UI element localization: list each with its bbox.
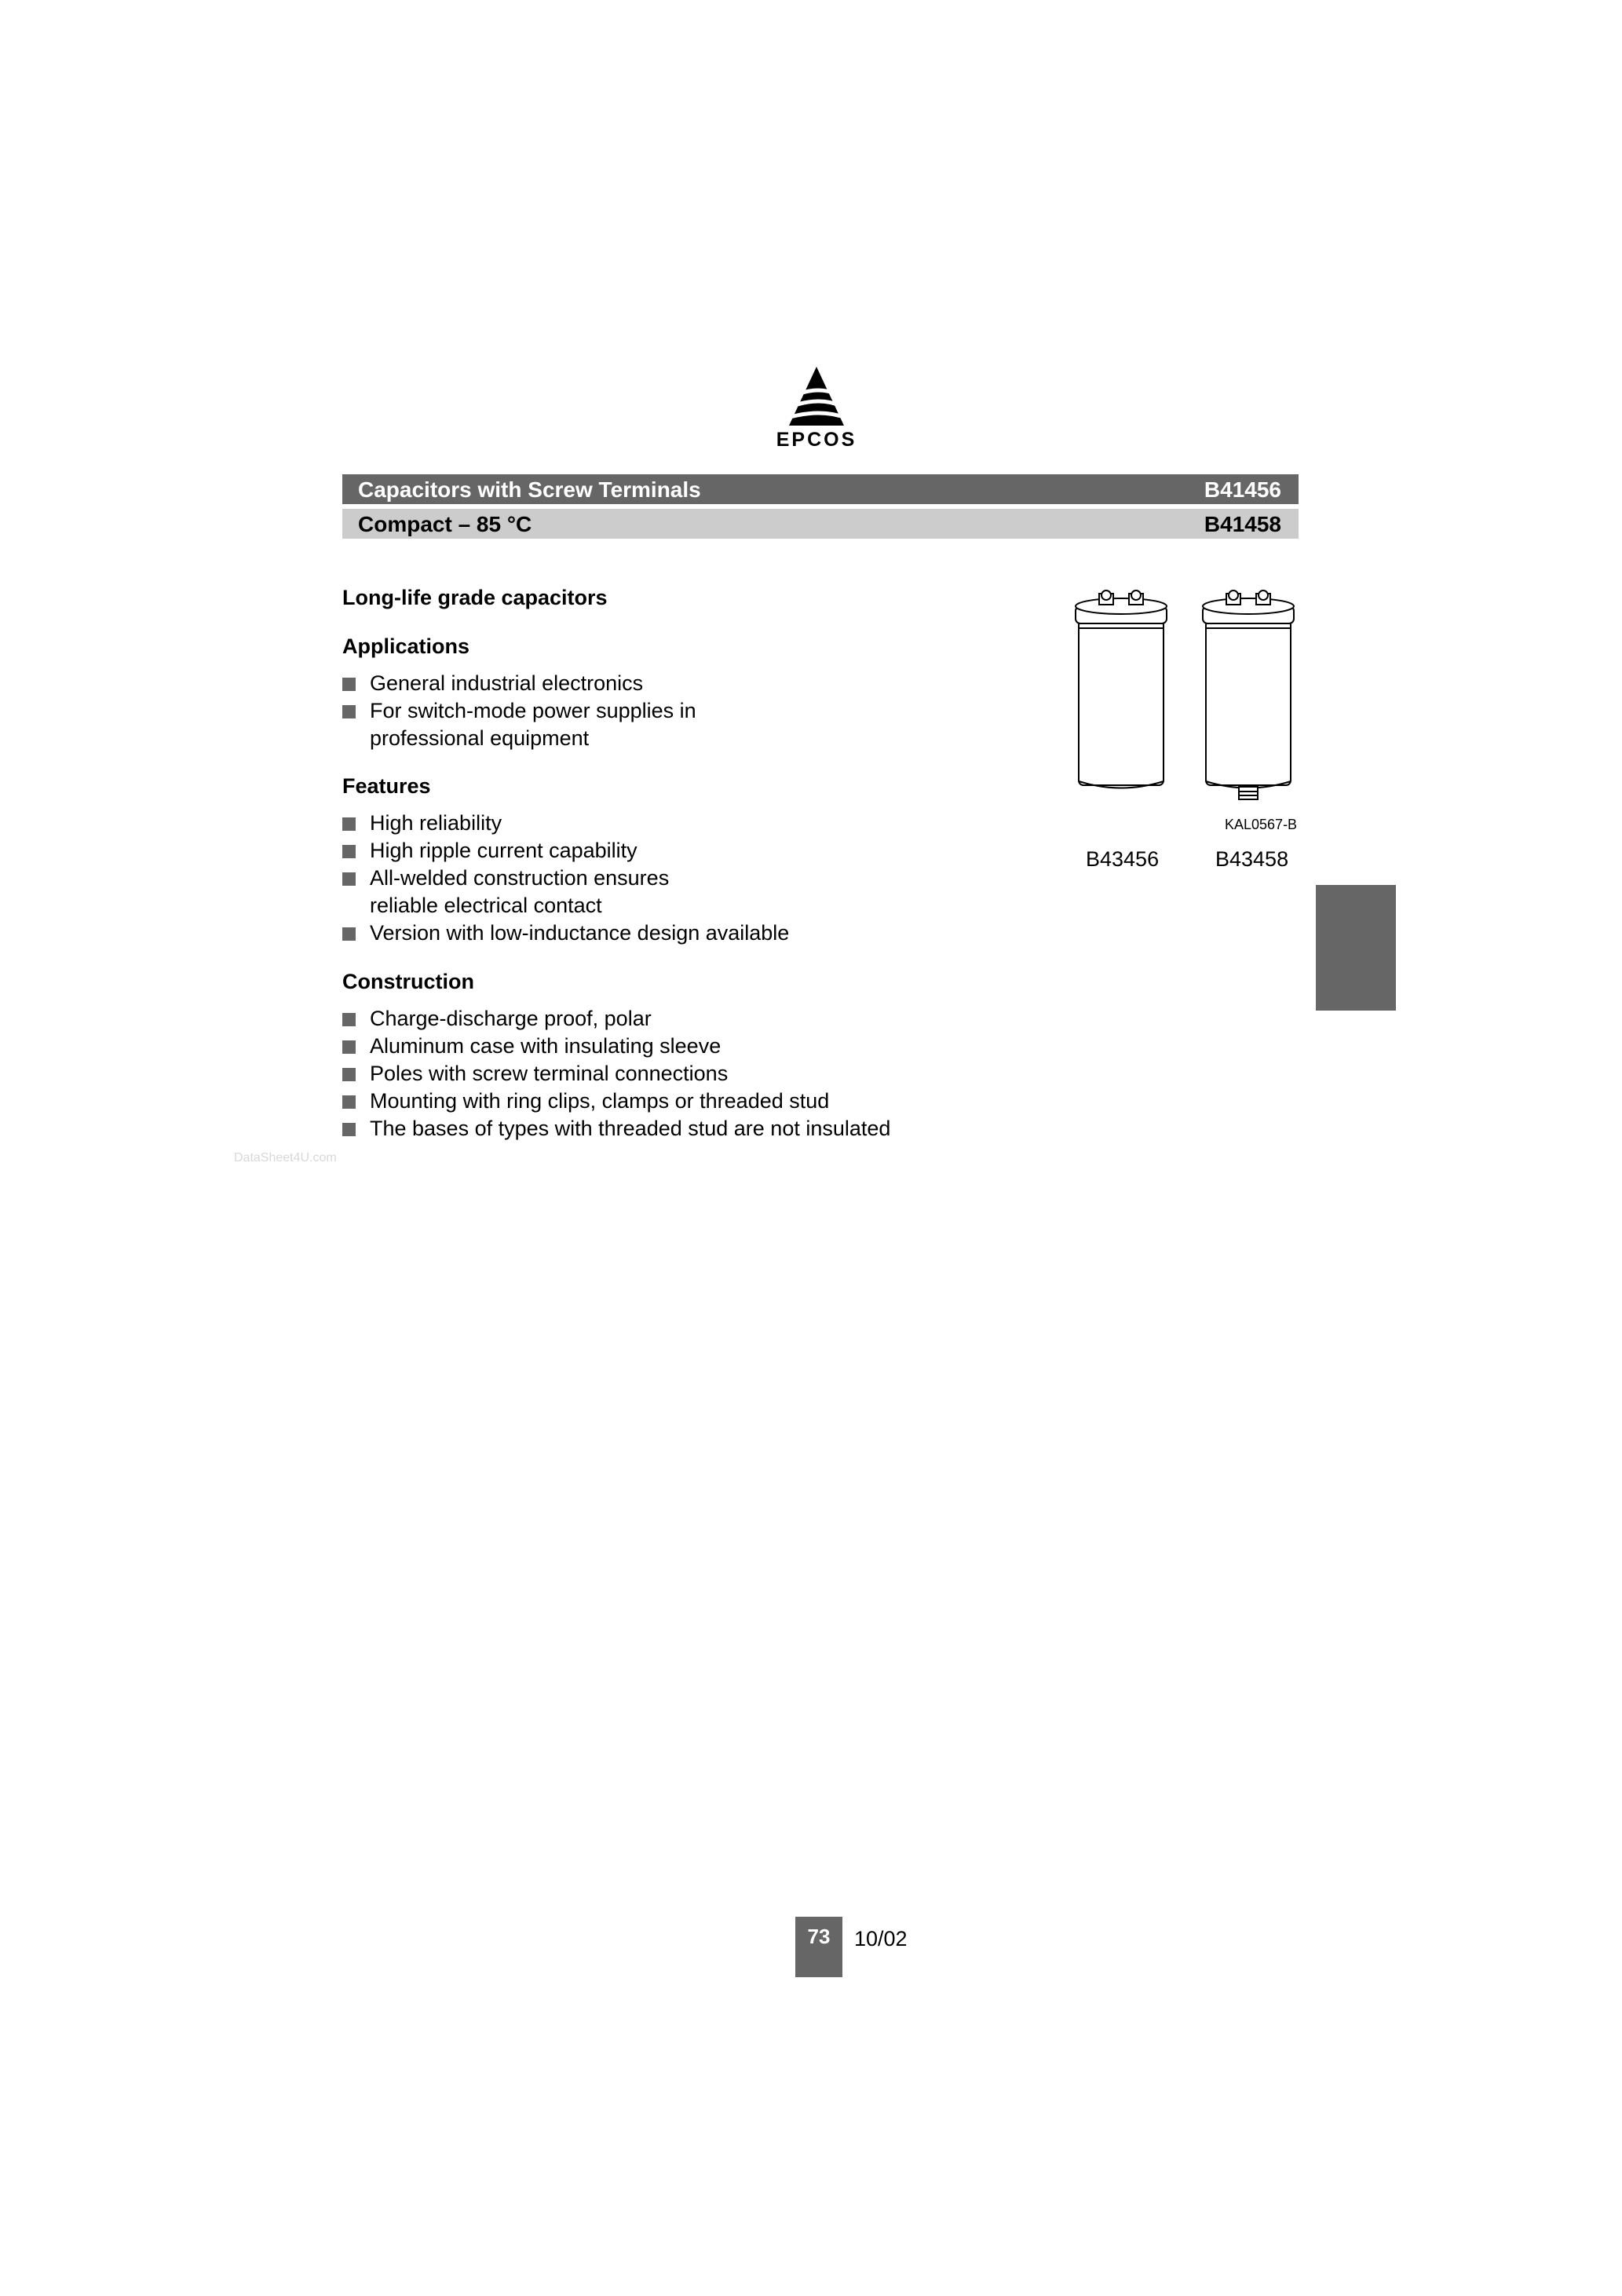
features-heading: Features bbox=[342, 774, 431, 798]
page-number: 73 bbox=[795, 1917, 842, 1977]
page-date: 10/02 bbox=[854, 1927, 908, 1951]
capacitor-drawing-icon bbox=[1068, 589, 1319, 828]
bullet-icon bbox=[342, 817, 356, 831]
intro-heading: Long-life grade capacitors bbox=[342, 586, 608, 609]
bullet-icon bbox=[342, 705, 356, 718]
applications-heading: Applications bbox=[342, 634, 470, 658]
bullet-icon bbox=[342, 1013, 356, 1026]
bullet-icon bbox=[342, 1040, 356, 1054]
bullet-icon bbox=[342, 872, 356, 886]
bullet-icon bbox=[342, 1123, 356, 1136]
watermark: DataSheet4U.com bbox=[234, 1151, 337, 1164]
subtitle-bar bbox=[342, 509, 1299, 539]
product-code-2: B41458 bbox=[1204, 512, 1281, 536]
page-title: Capacitors with Screw Terminals bbox=[358, 477, 701, 502]
bullet-icon bbox=[342, 678, 356, 691]
bullet-icon bbox=[342, 927, 356, 941]
construction-heading: Construction bbox=[342, 970, 474, 993]
figure-label-2: B43458 bbox=[1215, 847, 1289, 871]
bullet-icon bbox=[342, 1095, 356, 1109]
figure-label-1: B43456 bbox=[1086, 847, 1160, 871]
logo-text: EPCOS bbox=[776, 429, 857, 451]
title-bar bbox=[342, 474, 1299, 504]
figure-reference: KAL0567-B bbox=[1225, 817, 1298, 832]
product-code-1: B41456 bbox=[1204, 477, 1281, 502]
section-tab-marker bbox=[1316, 885, 1396, 1011]
page-subtitle: Compact – 85 °C bbox=[358, 512, 532, 536]
bullet-icon bbox=[342, 1068, 356, 1081]
bullet-icon bbox=[342, 845, 356, 858]
